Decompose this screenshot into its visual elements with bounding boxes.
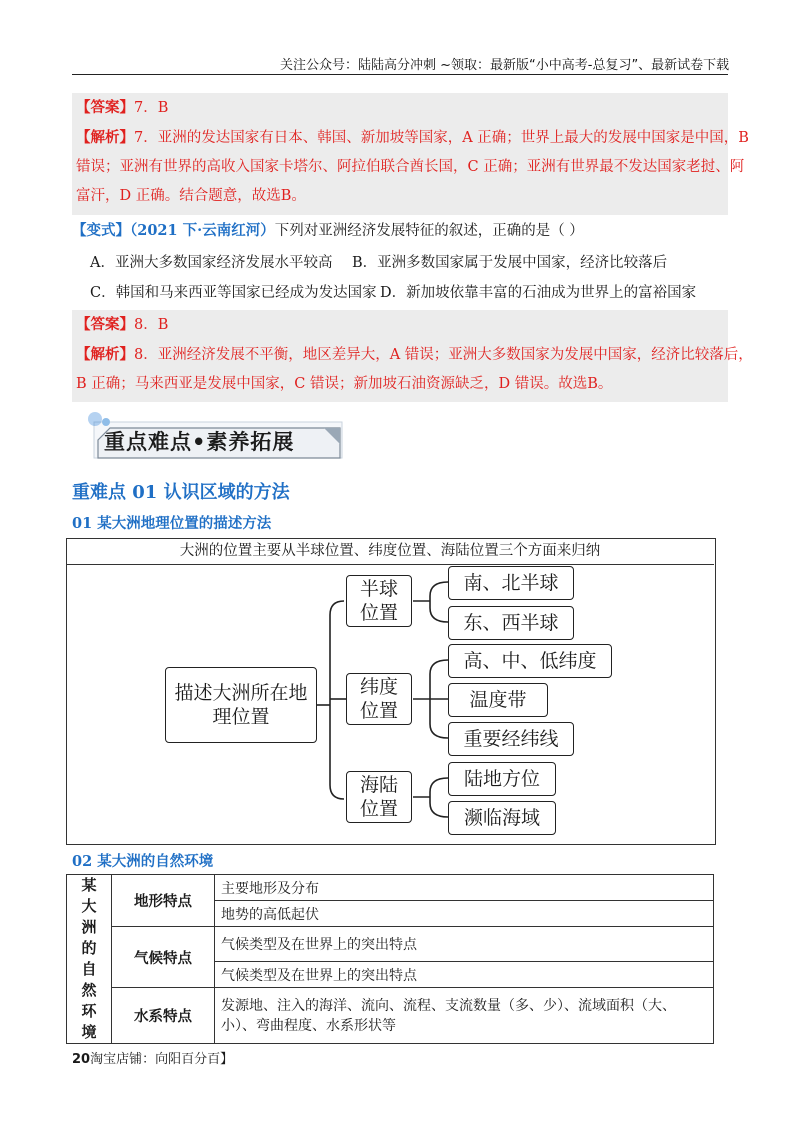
table-row xyxy=(67,988,714,997)
table-cell: 地势的高低起伏 xyxy=(215,901,714,927)
leaf-temperature-zones: 温度带 xyxy=(448,683,548,717)
table-side-label: 某大洲的自然环境 xyxy=(67,875,112,1044)
table-cell: 气候类型及在世界上的突出特点 xyxy=(215,927,714,962)
analysis-8-line-2: B 正确；马来西亚是发展中国家，C 错误；新加坡石油资源缺乏，D 错误。故选B。 xyxy=(76,376,613,392)
branch-hemisphere-node: 半球位置 xyxy=(346,575,412,627)
page-footer xyxy=(72,1048,233,1067)
leaf-key-lines: 重要经纬线 xyxy=(448,722,574,756)
section-title: 重难点 01 认识区域的方法 xyxy=(72,482,290,503)
leaf-east-west-hemisphere: 东、西半球 xyxy=(448,606,574,640)
variant-tag: 【变式】 xyxy=(72,222,130,239)
table-cell: 气候类型及在世界上的突出特点 xyxy=(215,962,714,988)
analysis-tag: 【解析】 xyxy=(76,346,134,363)
subsection-1-title: 01 某大洲地理位置的描述方法 xyxy=(72,515,272,532)
branch-latitude-node: 纬度位置 xyxy=(346,673,412,725)
leaf-north-south-hemisphere: 南、北半球 xyxy=(448,566,574,600)
analysis-7-line-3: 富汗，D 正确。结合题意，故选B。 xyxy=(76,188,306,204)
variant-source: （2021 下·云南红河） xyxy=(130,222,275,239)
page-header: 关注公众号：陆陆高分冲刺 ~领取：最新版“小中高考-总复习”、最新试卷下载 xyxy=(280,58,730,73)
branch-land-sea-node: 海陆位置 xyxy=(346,771,412,823)
analysis-text: 8．亚洲经济发展不平衡，地区差异大，A 错误；亚洲大多数国家为发展中国家，经济比较落后， xyxy=(134,347,753,363)
diagram-caption: 大洲的位置主要从半球位置、纬度位置、海陆位置三个方面来归纳 xyxy=(66,538,714,565)
shop-text: 淘宝店铺：向阳百分百】 xyxy=(90,1052,234,1067)
table-cell: 发源地、注入的海洋、流向、流程、支流数量（多、少）、流域面积（大、小）、弯曲程度、水系形状等 xyxy=(215,988,714,1044)
category-climate: 气候特点 xyxy=(112,927,215,988)
category-terrain: 地形特点 xyxy=(112,875,215,927)
variant-stem: 下列对亚洲经济发展特征的叙述，正确的是（ ） xyxy=(274,223,584,239)
answer-value: 8．B xyxy=(134,317,169,333)
analysis-7-line-2: 错误；亚洲有世界的高收入国家卡塔尔、阿拉伯联合酋长国，C 正确；亚洲有世界最不发达国家老挝、阿 xyxy=(76,159,745,175)
table-row xyxy=(67,875,714,901)
answer-value: 7．B xyxy=(134,100,169,116)
leaf-latitude-zones: 高、中、低纬度 xyxy=(448,644,612,678)
answer-tag: 【答案】 xyxy=(76,316,134,333)
banner-title: 重点难点•素养拓展 xyxy=(104,430,295,454)
leaf-land-direction: 陆地方位 xyxy=(448,762,556,796)
leaf-adjacent-seas: 濒临海域 xyxy=(448,801,556,835)
option-a: A．亚洲大多数国家经济发展水平较高 xyxy=(90,255,333,271)
option-c: C．韩国和马来西亚等国家已经成为发达国家 xyxy=(90,285,377,301)
diagram-root-node: 描述大洲所在地理位置 xyxy=(165,667,317,743)
category-water-system: 水系特点 xyxy=(112,988,215,1044)
option-b: B．亚洲多数国家属于发展中国家，经济比较落后 xyxy=(352,255,668,271)
analysis-text: 7．亚洲的发达国家有日本、韩国、新加坡等国家，A 正确；世界上最大的发展中国家是中国，B xyxy=(134,130,749,146)
answer-tag: 【答案】 xyxy=(76,99,134,116)
option-d: D．新加坡依靠丰富的石油成为世界上的富裕国家 xyxy=(380,285,697,301)
subsection-2-title: 02 某大洲的自然环境 xyxy=(72,853,214,870)
analysis-tag: 【解析】 xyxy=(76,129,134,146)
natural-environment-table xyxy=(66,874,714,1044)
table-row xyxy=(67,927,714,962)
page-number: 20 xyxy=(72,1052,91,1067)
table-cell: 主要地形及分布 xyxy=(215,875,714,901)
